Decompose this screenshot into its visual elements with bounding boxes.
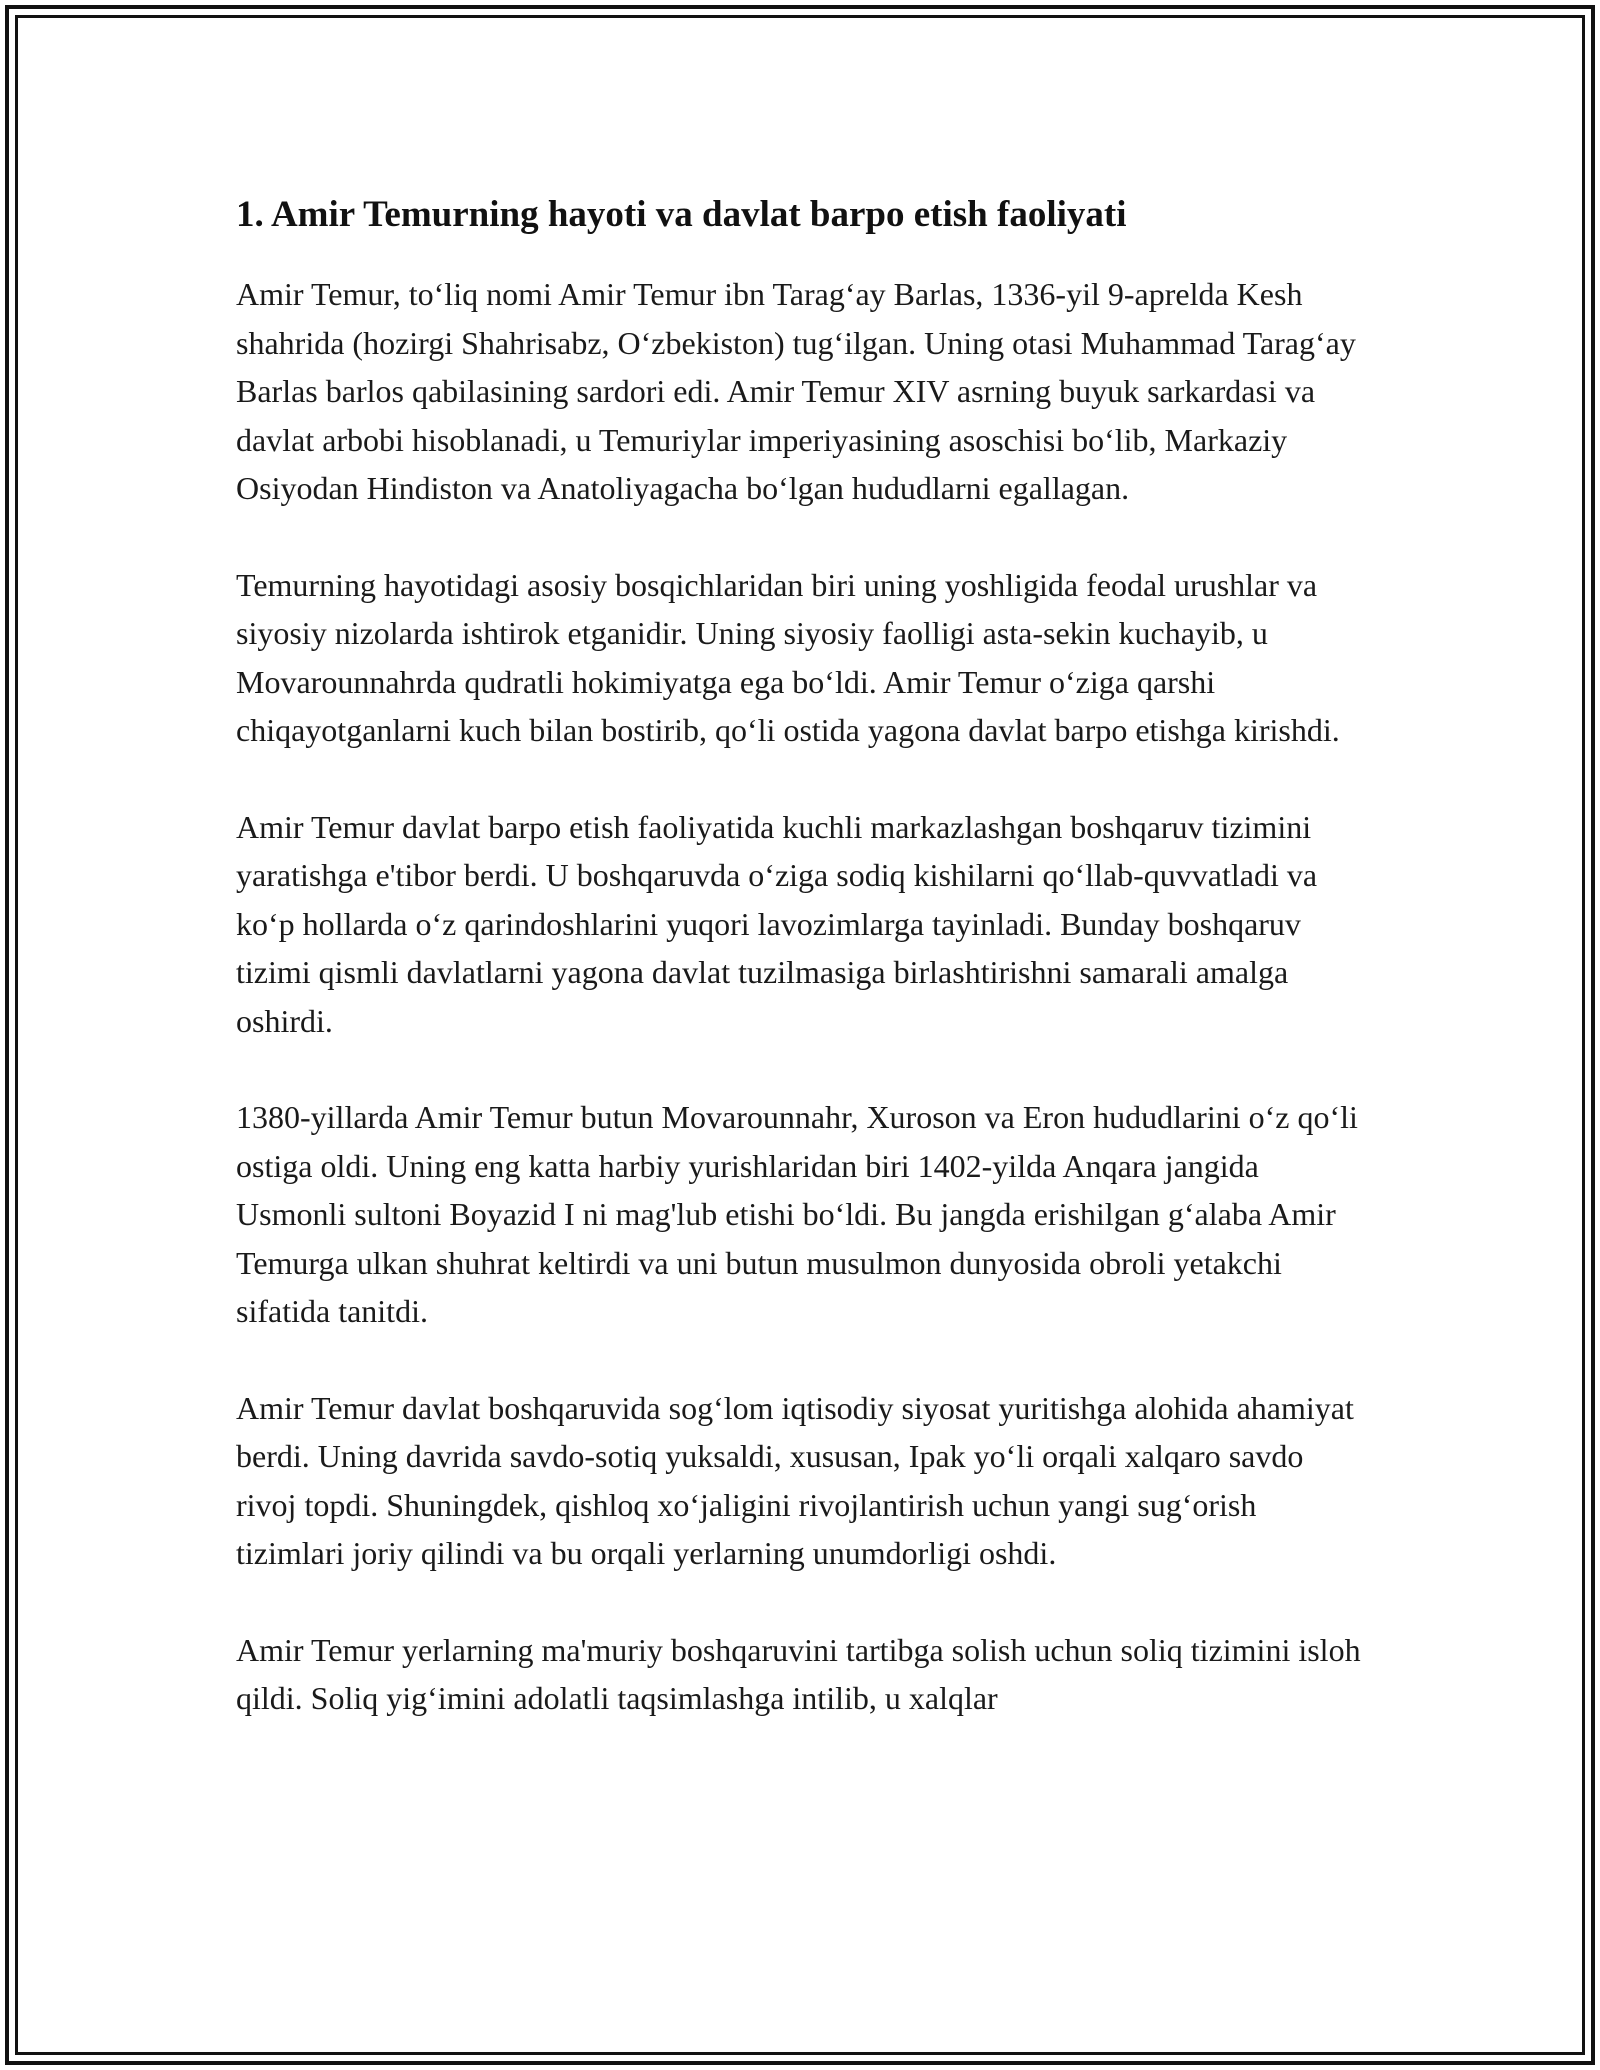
paragraph-4: 1380-yillarda Amir Temur butun Movarounnahr, Xuroson va Eron hududlarini o‘z qo‘li ostiga oldi. Uning eng katta harbiy yurishlaridan biri 1402-yilda Anqara jangida Usmonli sultoni Boyazid I ni mag'lub etishi bo‘ldi. Bu jangda erishilgan g‘alaba Amir Temurga ulkan shuhrat keltirdi va uni butun musulmon dunyosida obroli yetakchi sifatida tanitdi.	[236, 1099, 1358, 1329]
document-body	[236, 188, 1371, 1771]
paragraph-1: Amir Temur, to‘liq nomi Amir Temur ibn Tarag‘ay Barlas, 1336-yil 9-aprelda Kesh shahrida (hozirgi Shahrisabz, O‘zbekiston) tug‘ilgan. Uning otasi Muhammad Tarag‘ay Barlas barlos qabilasining sardori edi. Amir Temur XIV asrning buyuk sarkardasi va davlat arbobi hisoblanadi, u Temuriylar imperiyasining asoschisi bo‘lib, Markaziy Osiyodan Hindiston va Anatoliyagacha bo‘lgan hududlarni egallagan.	[236, 276, 1356, 506]
paragraph-6: Amir Temur yerlarning ma'muriy boshqaruvini tartibga solish uchun soliq tizimini isloh qildi. Soliq yig‘imini adolatli taqsimlashga intilib, u xalqlar	[236, 1631, 1361, 1716]
paragraph-3: Amir Temur davlat barpo etish faoliyatida kuchli markazlashgan boshqaruv tizimini yaratishga e'tibor berdi. U boshqaruvda o‘ziga sodiq kishilarni qo‘llab-quvvatladi va ko‘p hollarda o‘z qarindoshlarini yuqori lavozimlarga tayinladi. Bunday boshqaruv tizimi qismli davlatlarni yagona davlat tuzilmasiga birlashtirishni samarali amalga oshirdi.	[236, 808, 1318, 1039]
paragraph-2: Temurning hayotidagi asosiy bosqichlaridan biri uning yoshligida feodal urushlar va siyosiy nizolarda ishtirok etganidir. Uning siyosiy faolligi asta-sekin kuchayib, u Movarounnahrda qudratli hokimiyatga ega bo‘ldi. Amir Temur o‘ziga qarshi chiqayotganlarni kuch bilan bostirib, qo‘li ostida yagona davlat barpo etishga kirishdi.	[236, 566, 1340, 748]
section-heading: 1. Amir Temurning hayoti va davlat barpo etish faoliyati	[236, 194, 1127, 235]
paragraph-5: Amir Temur davlat boshqaruvida sog‘lom iqtisodiy siyosat yuritishga alohida ahamiyat berdi. Uning davrida savdo-sotiq yuksaldi, xususan, Ipak yo‘li orqali xalqaro savdo rivoj topdi. Shuningdek, qishloq xo‘jaligini rivojlantirish uchun yangi sug‘orish tizimlari joriy qilindi va bu orqali yerlarning unumdorligi oshdi.	[236, 1389, 1354, 1571]
